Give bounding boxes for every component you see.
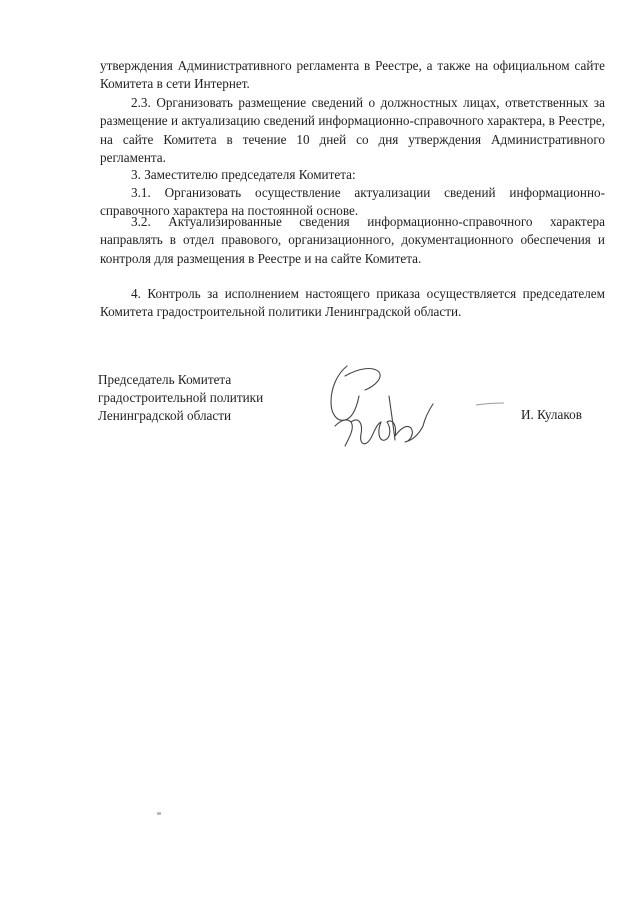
paragraph-2-3: 2.3. Организовать размещение сведений о должностных лицах, ответственных за размещение и актуализацию сведений информационно-справочного характера, в Реестре, на сайте Комитета в течение 10 дней со дня утверждения Административного регламента. — [100, 95, 605, 166]
paragraph-4: 4. Контроль за исполнением настоящего приказа осуществляется председателем Комитета градостроительной политики Ленинградской области. — [100, 286, 605, 320]
signatory-title-line: Председатель Комитета — [98, 372, 232, 387]
signer-name: И. Кулаков — [521, 407, 582, 422]
paragraph-continuation: утверждения Административного регламента в Реестре, а также на официальном сайте Комитета в сети Интернет. — [100, 58, 605, 92]
scan-speck — [157, 812, 161, 815]
paragraph-3-1: 3.1. Организовать осуществление актуализации сведений информационно-справочного характера на постоянной основе. — [100, 185, 605, 219]
paragraph-3: 3. Заместителю председателя Комитета: — [131, 167, 356, 182]
signatory-title — [98, 371, 298, 426]
handwritten-signature — [325, 356, 445, 456]
paragraph-3-2: 3.2. Актуализированные сведения информационно-справочного характера направлять в отдел правового, организационного, документационного обеспечения и контроля для размещения в Реестре и на сайте Комитета. — [100, 214, 605, 266]
signatory-title-line: Ленинградской области — [98, 408, 232, 424]
signatory-title-line: градостроительной политики — [98, 390, 264, 406]
signature-dash — [475, 400, 505, 408]
